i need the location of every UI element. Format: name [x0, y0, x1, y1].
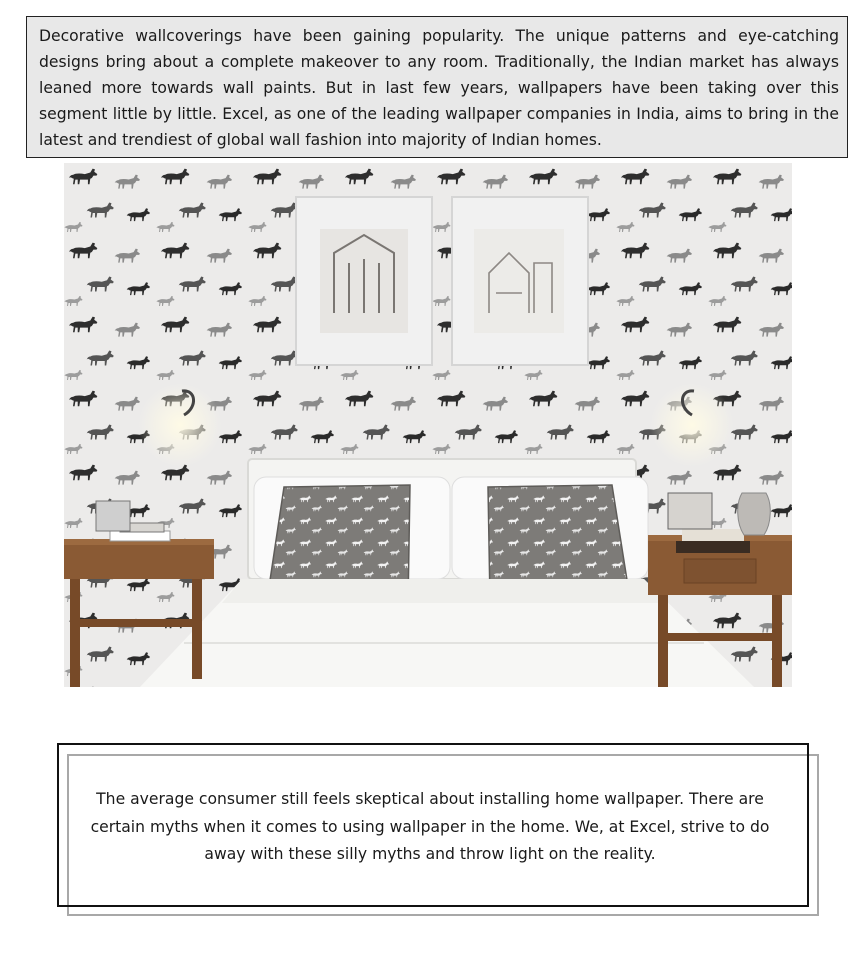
intro-paragraph: Decorative wallcoverings have been gaining popularity. The unique patterns and eye-catching designs bring about a complete makeover to any room. Traditionally, the Indian market has always leaned more towards wall paints. But in last few years, wallpapers have been taking over this segment little by little. Excel, as one of the leading wallpaper companies in India, aims to bring in the latest and trendiest of global wall fashion into majority of Indian homes. [39, 27, 839, 149]
bedroom-photo [64, 163, 792, 687]
framed-art-right [452, 197, 588, 365]
intro-text-box [26, 16, 848, 158]
framed-art-left [296, 197, 432, 365]
myth-paragraph: The average consumer still feels skeptical about installing home wallpaper. There are certain myths when it comes to using wallpaper in the home. We, at Excel, strive to do away with these silly myths and throw light on the reality. [90, 790, 770, 863]
